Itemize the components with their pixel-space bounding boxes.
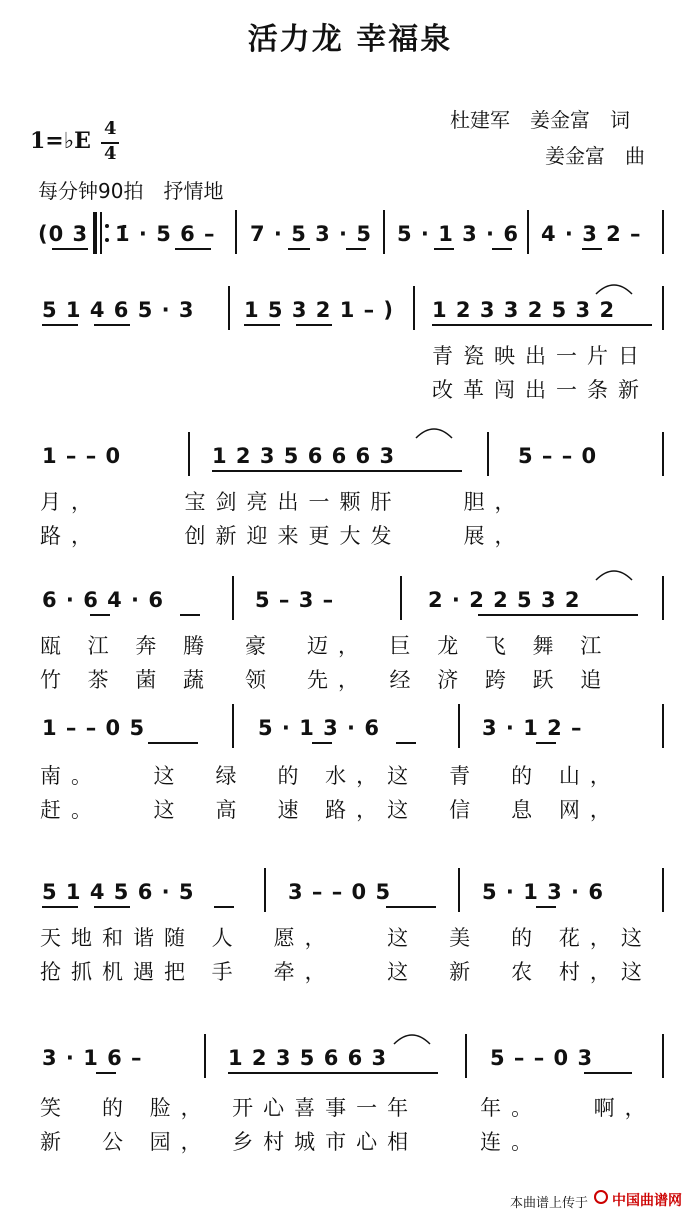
beam-underline	[492, 248, 512, 250]
beam-underline	[536, 742, 556, 744]
repeat-dot	[105, 238, 109, 242]
beam-underline	[584, 1072, 632, 1074]
slur-mark	[414, 424, 454, 440]
beam-underline	[212, 470, 462, 472]
beam-underline	[94, 324, 130, 326]
barline	[383, 210, 385, 254]
measure-11: 5 – – 0	[518, 444, 598, 468]
lyric-verse-1: 笑 的 脸， 开心喜事一年 年。 啊，	[40, 1096, 656, 1120]
beam-underline	[214, 906, 234, 908]
lyric-verse-2: 新 公 园， 乡村城市心相 连。	[40, 1130, 543, 1154]
beam-underline	[346, 248, 366, 250]
barline	[458, 868, 460, 912]
lyric-verse-2: 竹 茶 菌 蔬 领 先， 经 济 跨 跃 追	[40, 668, 612, 692]
measure-3: 7 · 5 3 · 5	[250, 222, 372, 246]
barline	[400, 576, 402, 620]
barline	[465, 1034, 467, 1078]
beam-underline	[296, 324, 332, 326]
lyric-verse-1: 南。 这 绿 的 水，这 青 的 山，	[40, 764, 621, 788]
lyric-verse-2: 改革闯出一条新	[432, 378, 649, 402]
barline	[188, 432, 190, 476]
footer-upload-note: 本曲谱上传于	[510, 1196, 589, 1211]
beam-underline	[180, 614, 200, 616]
footer-brand[interactable]: 中国曲谱网	[612, 1193, 682, 1209]
beam-underline	[52, 248, 88, 250]
lyric-verse-1: 月， 宝剑亮出一颗肝 胆，	[40, 490, 526, 514]
beam-underline	[312, 742, 332, 744]
barline	[662, 1034, 664, 1078]
measure-2: 1̇ · 5 6 –	[115, 222, 216, 246]
barline	[204, 1034, 206, 1078]
beam-underline	[288, 248, 310, 250]
beam-underline	[94, 906, 130, 908]
barline	[662, 286, 664, 330]
song-title: 活力龙 幸福泉	[247, 22, 453, 57]
barline	[662, 210, 664, 254]
measure-19: 3 – – 0 5	[288, 880, 392, 904]
beam-underline	[536, 906, 556, 908]
repeat-start-barline	[93, 212, 97, 254]
barline	[662, 868, 664, 912]
lyricist-credit: 杜建军 姜金富 词	[450, 108, 630, 132]
lyric-verse-1: 青瓷映出一片日	[432, 344, 649, 368]
beam-underline	[582, 248, 602, 250]
measure-17: 3 · 1 2 –	[482, 716, 583, 740]
measure-14: 2 · 2 2 5 3 2	[428, 588, 581, 612]
measure-13: 5 – 3 –	[255, 588, 335, 612]
barline	[235, 210, 237, 254]
measure-7: 1 5 3 2 1 – )	[244, 298, 395, 322]
barline	[264, 868, 266, 912]
barline	[662, 576, 664, 620]
barline	[662, 432, 664, 476]
measure-18: 5 1 4 5 6 · 5	[42, 880, 195, 904]
beam-underline	[396, 742, 416, 744]
beam-underline	[148, 742, 198, 744]
site-logo-icon	[594, 1190, 608, 1204]
beam-underline	[228, 1072, 438, 1074]
measure-20: 5 · 1 3 · 6	[482, 880, 604, 904]
time-signature-numerator: 4	[104, 118, 117, 139]
beam-underline	[386, 906, 436, 908]
beam-underline	[42, 324, 78, 326]
barline	[232, 704, 234, 748]
barline	[487, 432, 489, 476]
key-signature: 1=♭E	[30, 128, 91, 154]
beam-underline	[90, 614, 110, 616]
beam-underline	[96, 1072, 116, 1074]
barline	[232, 576, 234, 620]
lyric-verse-2: 赶。 这 高 速 路，这 信 息 网，	[40, 798, 621, 822]
barline	[413, 286, 415, 330]
tempo-marking: 每分钟90拍 抒情地	[38, 179, 224, 203]
measure-8: 1 2 3 3 2 5 3 2	[432, 298, 616, 322]
measure-15: 1 – – 0 5	[42, 716, 146, 740]
lyric-verse-1: 瓯 江 奔 腾 豪 迈， 巨 龙 飞 舞 江	[40, 634, 612, 658]
measure-1: (0 3	[38, 222, 89, 246]
lyric-verse-2: 路， 创新迎来更大发 展，	[40, 524, 526, 548]
measure-5: 4 · 3 2 –	[541, 222, 642, 246]
slur-mark	[594, 280, 634, 296]
beam-underline	[478, 614, 638, 616]
measure-9: 1 – – 0	[42, 444, 122, 468]
measure-22: 1 2 3 5 6 6 3	[228, 1046, 388, 1070]
barline	[662, 704, 664, 748]
repeat-dot	[105, 224, 109, 228]
measure-21: 3 · 1 6 –	[42, 1046, 143, 1070]
barline	[228, 286, 230, 330]
barline	[458, 704, 460, 748]
measure-12: 6 · 6 4 · 6	[42, 588, 164, 612]
measure-16: 5 · 1 3 · 6	[258, 716, 380, 740]
repeat-start-thin-barline	[100, 212, 102, 254]
slur-mark	[392, 1030, 432, 1046]
beam-underline	[244, 324, 280, 326]
composer-credit: 姜金富 曲	[545, 144, 645, 168]
beam-underline	[175, 248, 211, 250]
barline	[527, 210, 529, 254]
lyric-verse-2: 抢抓机遇把 手 牵， 这 新 农 村，这	[40, 960, 652, 984]
beam-underline	[42, 906, 78, 908]
lyric-verse-1: 天地和谐随 人 愿， 这 美 的 花，这	[40, 926, 652, 950]
beam-underline	[434, 248, 454, 250]
beam-underline	[432, 324, 652, 326]
measure-6: 5 1 4 6 5 · 3	[42, 298, 195, 322]
slur-mark	[594, 566, 634, 582]
measure-23: 5 – – 0 3	[490, 1046, 594, 1070]
time-signature-denominator: 4	[104, 143, 117, 164]
measure-10: 1 2 3 5 6 6 6 3	[212, 444, 396, 468]
measure-4: 5 · 1 3 · 6	[397, 222, 519, 246]
